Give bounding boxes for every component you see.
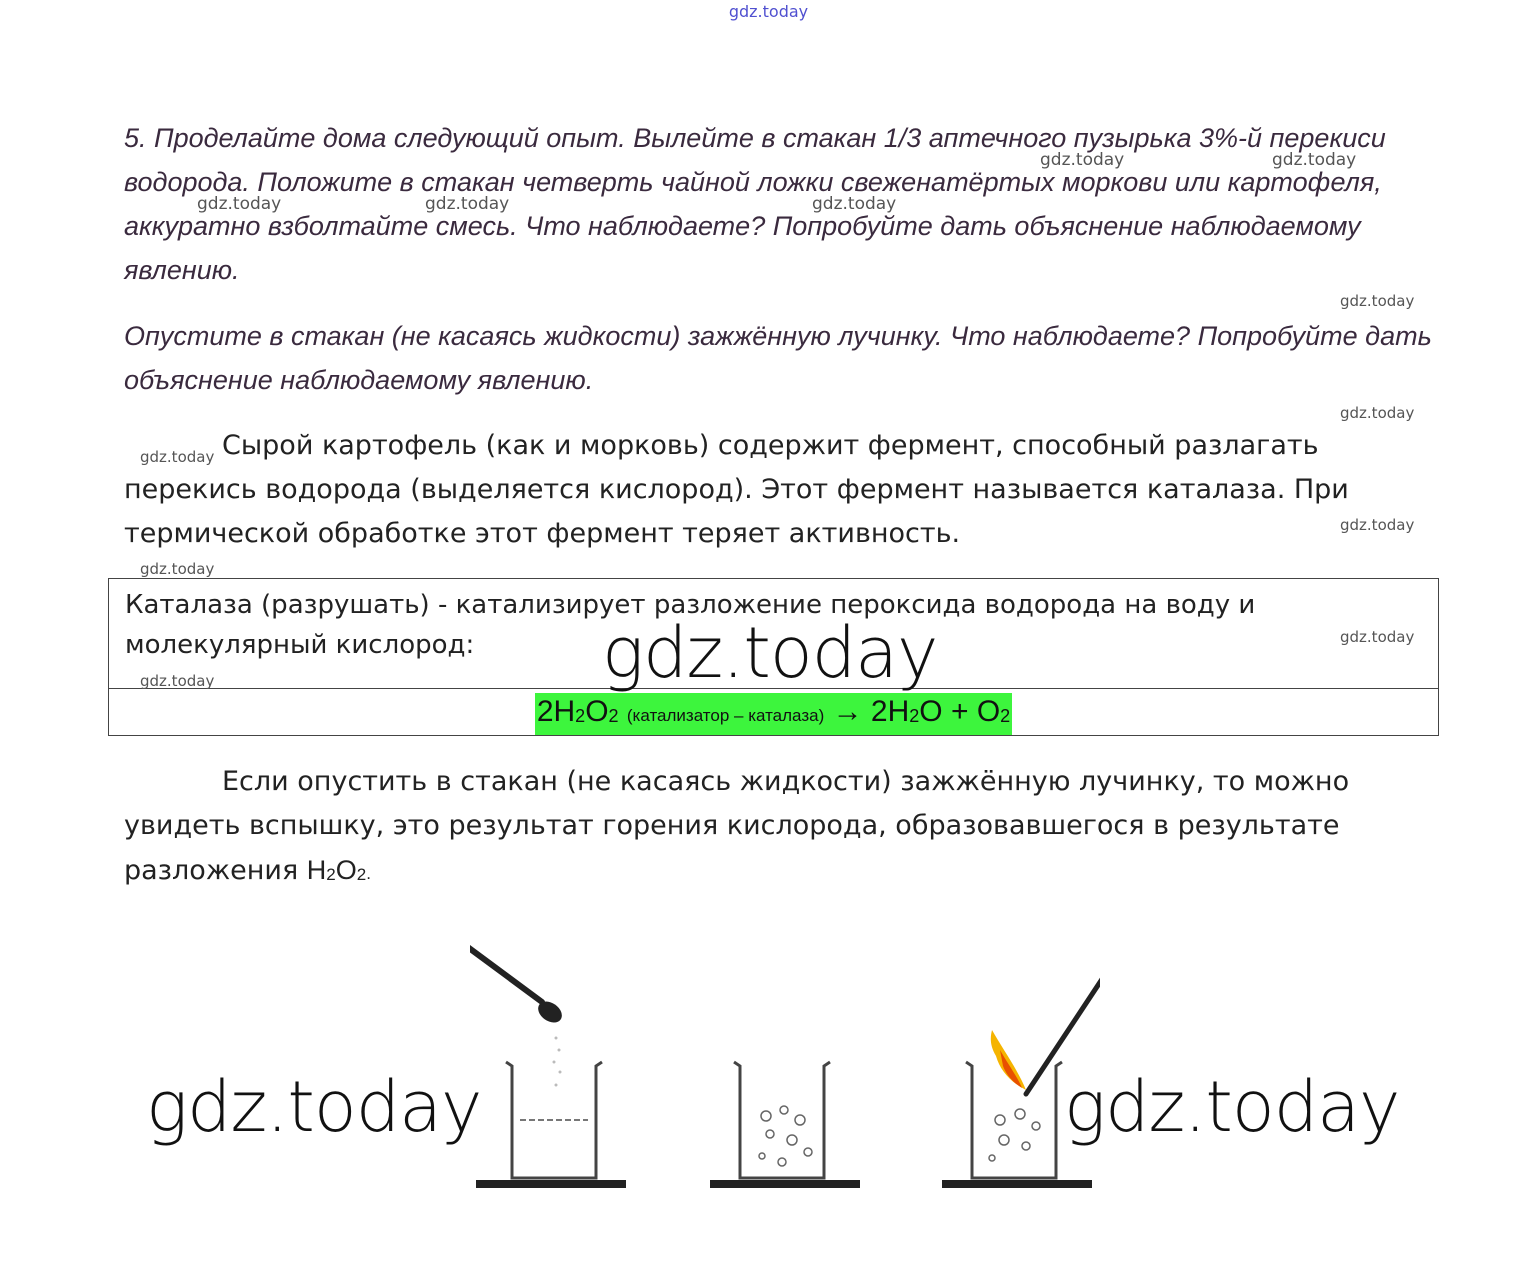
watermark: gdz.today [140,560,215,578]
flame-icon [991,1030,1026,1090]
watermark: gdz.today [1272,150,1357,170]
reaction-description: Каталаза (разрушать) - катализирует разложение пероксида водорода на воду и молекулярный кислород: [125,590,1256,660]
h2o2-formula: $H_2O_2$. [306,855,371,885]
spoon-icon [470,928,566,1027]
watermark: gdz.today [197,194,282,214]
watermark-large: gdz.today [1064,1066,1400,1148]
reaction-formula-row [109,689,1438,735]
watermark-large: gdz.today [602,612,938,694]
answer-paragraph-1: Сырой картофель (как и морковь) содержит фермент, способный разлагать перекись водорода (выделяется кислород). Этот фермент называется каталаза. При термической обработке этот фермент теряет активность. [124,430,1349,549]
watermark: gdz.today [1040,150,1125,170]
watermark: gdz.today [1340,292,1415,310]
task-paragraph-1: 5. Проделайте дома следующий опыт. Вылейте в стакан 1/3 аптечного пузырька 3%-й перекиси водорода. Положите в стакан четверть чайной ложки свеженатёртых моркови или картофеля, аккуратно взболтайте смесь. Что наблюдаете? Попробуйте дать объяснение наблюдаемому явлению. [124,123,1386,285]
watermark: gdz.today [1340,628,1415,646]
watermark: gdz.today [1340,516,1415,534]
watermark: gdz.today [140,448,215,466]
reaction-formula: $2H_2O_2$ (катализатор – каталаза) → $2H_2O + O_2$ [535,693,1012,735]
watermark: gdz.today [1340,404,1415,422]
task-paragraph-2: Опустите в стакан (не касаясь жидкости) зажжённую лучинку. Что наблюдаете? Попробуйте дать объяснение наблюдаемому явлению. [124,321,1432,395]
top-watermark: gdz.today [728,2,809,21]
watermark-large: gdz.today [146,1066,482,1148]
answer-paragraph-2: Если опустить в стакан (не касаясь жидкости) зажжённую лучинку, то можно увидеть вспышку, это результат горения кислорода, образовавшегося в результате разложения $H_2O_2$. [124,766,1350,886]
watermark: gdz.today [140,672,215,690]
beaker-icon [710,1062,860,1188]
watermark: gdz.today [425,194,510,214]
beaker-icon [476,1062,626,1188]
experiment-illustration [470,920,1100,1200]
watermark: gdz.today [812,194,897,214]
